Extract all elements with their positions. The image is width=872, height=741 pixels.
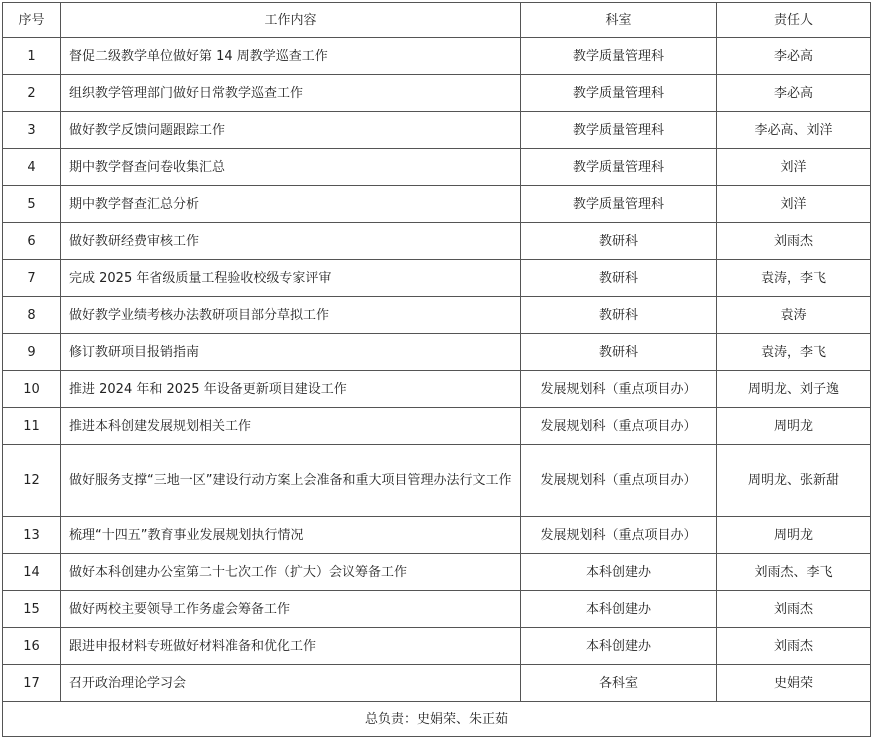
table-row bbox=[3, 554, 871, 591]
row-no: 11 bbox=[3, 408, 61, 445]
table-row bbox=[3, 260, 871, 297]
row-person: 刘雨杰 bbox=[717, 628, 871, 665]
row-person: 周明龙、刘子逸 bbox=[717, 371, 871, 408]
row-no: 12 bbox=[3, 445, 61, 517]
row-content: 完成 2025 年省级质量工程验收校级专家评审 bbox=[61, 260, 521, 297]
row-no: 16 bbox=[3, 628, 61, 665]
row-dept: 教学质量管理科 bbox=[521, 112, 717, 149]
row-no: 8 bbox=[3, 297, 61, 334]
overall-responsible: 总负责：史娟荣、朱正茹 bbox=[3, 702, 871, 737]
row-content: 做好两校主要领导工作务虚会筹备工作 bbox=[61, 591, 521, 628]
row-person: 袁涛 bbox=[717, 297, 871, 334]
row-no: 4 bbox=[3, 149, 61, 186]
row-no: 1 bbox=[3, 38, 61, 75]
table-row bbox=[3, 517, 871, 554]
row-content: 推进本科创建发展规划相关工作 bbox=[61, 408, 521, 445]
header-content: 工作内容 bbox=[61, 3, 521, 38]
row-content: 期中教学督查问卷收集汇总 bbox=[61, 149, 521, 186]
row-person: 李必高 bbox=[717, 75, 871, 112]
row-dept: 发展规划科（重点项目办） bbox=[521, 371, 717, 408]
row-no: 14 bbox=[3, 554, 61, 591]
row-no: 10 bbox=[3, 371, 61, 408]
header-no: 序号 bbox=[3, 3, 61, 38]
table-row bbox=[3, 665, 871, 702]
row-content: 做好教学反馈问题跟踪工作 bbox=[61, 112, 521, 149]
row-person: 周明龙、张新甜 bbox=[717, 445, 871, 517]
row-person: 史娟荣 bbox=[717, 665, 871, 702]
table-row bbox=[3, 112, 871, 149]
footer-row bbox=[3, 702, 871, 737]
row-content: 修订教研项目报销指南 bbox=[61, 334, 521, 371]
row-dept: 教研科 bbox=[521, 260, 717, 297]
row-dept: 教研科 bbox=[521, 297, 717, 334]
row-content: 做好服务支撑“三地一区”建设行动方案上会准备和重大项目管理办法行文工作 bbox=[61, 445, 521, 517]
row-person: 周明龙 bbox=[717, 517, 871, 554]
table-row bbox=[3, 408, 871, 445]
table-row bbox=[3, 75, 871, 112]
row-person: 刘洋 bbox=[717, 186, 871, 223]
row-content: 做好教学业绩考核办法教研项目部分草拟工作 bbox=[61, 297, 521, 334]
table-row bbox=[3, 371, 871, 408]
row-person: 袁涛，李飞 bbox=[717, 260, 871, 297]
row-person: 周明龙 bbox=[717, 408, 871, 445]
row-no: 2 bbox=[3, 75, 61, 112]
row-no: 15 bbox=[3, 591, 61, 628]
header-dept: 科室 bbox=[521, 3, 717, 38]
header-row bbox=[3, 3, 871, 38]
row-dept: 教学质量管理科 bbox=[521, 186, 717, 223]
row-content: 做好本科创建办公室第二十七次工作（扩大）会议筹备工作 bbox=[61, 554, 521, 591]
row-content: 召开政治理论学习会 bbox=[61, 665, 521, 702]
row-dept: 教学质量管理科 bbox=[521, 75, 717, 112]
row-person: 刘雨杰 bbox=[717, 591, 871, 628]
row-dept: 发展规划科（重点项目办） bbox=[521, 517, 717, 554]
table-row bbox=[3, 38, 871, 75]
row-no: 6 bbox=[3, 223, 61, 260]
row-content: 推进 2024 年和 2025 年设备更新项目建设工作 bbox=[61, 371, 521, 408]
row-dept: 各科室 bbox=[521, 665, 717, 702]
row-no: 9 bbox=[3, 334, 61, 371]
row-person: 袁涛，李飞 bbox=[717, 334, 871, 371]
row-no: 5 bbox=[3, 186, 61, 223]
row-content: 做好教研经费审核工作 bbox=[61, 223, 521, 260]
table-row bbox=[3, 628, 871, 665]
table-row bbox=[3, 297, 871, 334]
row-content: 组织教学管理部门做好日常教学巡查工作 bbox=[61, 75, 521, 112]
row-person: 刘洋 bbox=[717, 149, 871, 186]
row-content: 督促二级教学单位做好第 14 周教学巡查工作 bbox=[61, 38, 521, 75]
row-no: 17 bbox=[3, 665, 61, 702]
row-no: 7 bbox=[3, 260, 61, 297]
table-row bbox=[3, 445, 871, 517]
table-row bbox=[3, 334, 871, 371]
table-row bbox=[3, 223, 871, 260]
row-dept: 教研科 bbox=[521, 334, 717, 371]
table-row bbox=[3, 591, 871, 628]
row-dept: 教研科 bbox=[521, 223, 717, 260]
row-content: 跟进申报材料专班做好材料准备和优化工作 bbox=[61, 628, 521, 665]
row-no: 3 bbox=[3, 112, 61, 149]
row-person: 李必高、刘洋 bbox=[717, 112, 871, 149]
row-dept: 发展规划科（重点项目办） bbox=[521, 408, 717, 445]
row-dept: 本科创建办 bbox=[521, 554, 717, 591]
row-dept: 教学质量管理科 bbox=[521, 38, 717, 75]
row-person: 李必高 bbox=[717, 38, 871, 75]
row-no: 13 bbox=[3, 517, 61, 554]
header-person: 责任人 bbox=[717, 3, 871, 38]
work-schedule-table bbox=[2, 2, 871, 737]
row-content: 梳理“十四五”教育事业发展规划执行情况 bbox=[61, 517, 521, 554]
row-person: 刘雨杰、李飞 bbox=[717, 554, 871, 591]
row-person: 刘雨杰 bbox=[717, 223, 871, 260]
table-row bbox=[3, 149, 871, 186]
row-dept: 本科创建办 bbox=[521, 591, 717, 628]
row-dept: 教学质量管理科 bbox=[521, 149, 717, 186]
row-content: 期中教学督查汇总分析 bbox=[61, 186, 521, 223]
row-dept: 发展规划科（重点项目办） bbox=[521, 445, 717, 517]
row-dept: 本科创建办 bbox=[521, 628, 717, 665]
table-row bbox=[3, 186, 871, 223]
